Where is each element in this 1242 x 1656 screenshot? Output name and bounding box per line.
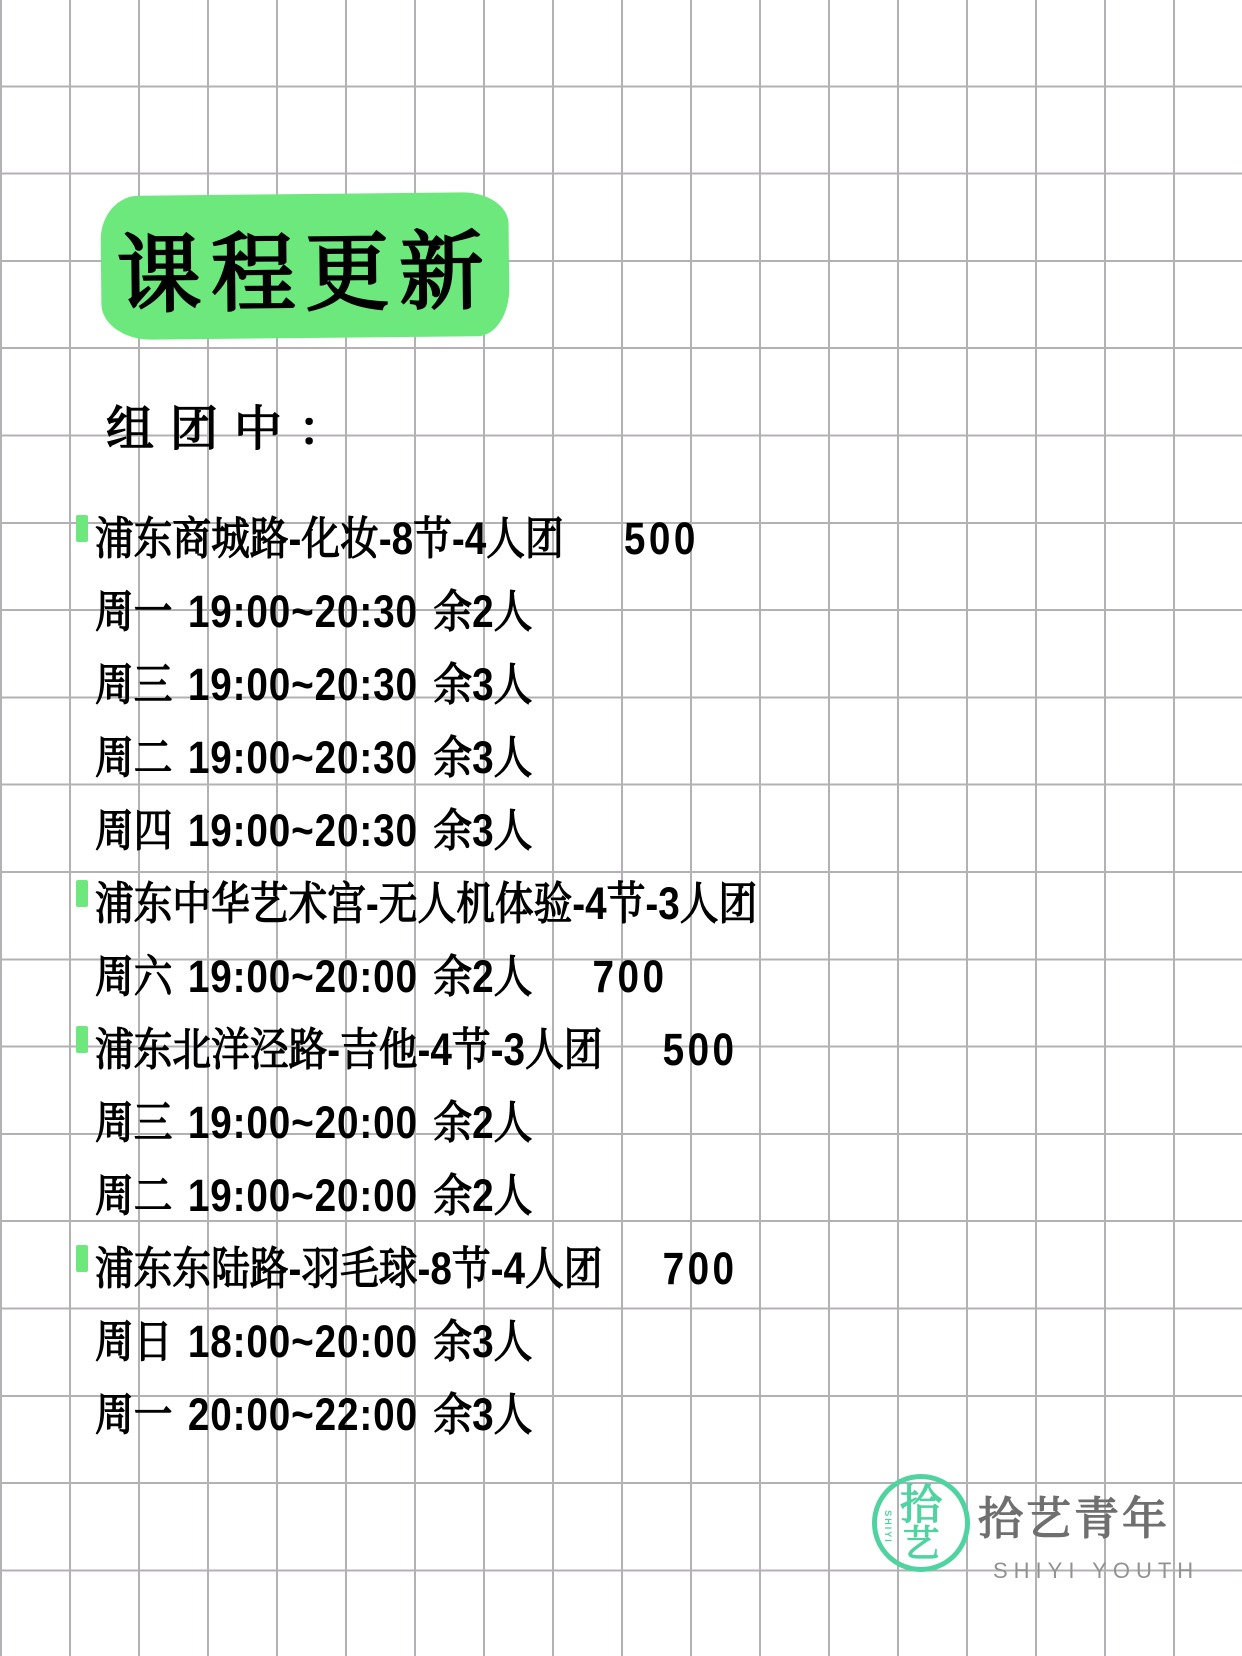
schedule-slots: 余2人: [433, 586, 533, 637]
schedule-day: 周二: [95, 732, 173, 783]
schedule-slots: 余2人: [433, 951, 533, 1002]
schedule-row: [95, 717, 1195, 790]
course-title: 浦东商城路-化妆-8节-4人团: [95, 513, 564, 564]
course-title: 浦东中华艺术宫-无人机体验-4节-3人团: [95, 878, 758, 929]
course-price: 700: [662, 1243, 738, 1294]
bullet-marker-icon: [76, 1026, 88, 1053]
course-title-row: [95, 1009, 1195, 1082]
schedule-slots: 余3人: [433, 732, 533, 783]
schedule-time: 19:00~20:30: [187, 586, 418, 637]
schedule-price: 700: [592, 951, 668, 1002]
subtitle-grouping: 组团中：: [106, 403, 363, 456]
course-block: [95, 498, 1195, 863]
schedule-row: [95, 1082, 1195, 1155]
schedule-slots: 余3人: [433, 1316, 533, 1367]
bullet-marker-icon: [76, 1245, 88, 1272]
schedule-day: 周四: [95, 805, 173, 856]
schedule-row: [95, 790, 1195, 863]
schedule-row: [95, 644, 1195, 717]
brand-name-cn: 拾艺青年: [978, 1493, 1171, 1544]
course-title: 浦东东陆路-羽毛球-8节-4人团: [95, 1243, 603, 1294]
course-title-row: [95, 863, 1195, 936]
brand-wordmark: [978, 1482, 1199, 1584]
course-price: 500: [623, 513, 699, 564]
schedule-day: 周六: [95, 951, 173, 1002]
course-block: [95, 863, 1195, 1009]
course-block: [95, 1228, 1195, 1447]
schedule-day: 周一: [95, 586, 173, 637]
schedule-time: 19:00~20:00: [187, 1097, 418, 1148]
schedule-day: 周一: [95, 1389, 173, 1440]
schedule-slots: 余2人: [433, 1097, 533, 1148]
schedule-slots: 余2人: [433, 1170, 533, 1221]
schedule-time: 19:00~20:30: [187, 659, 418, 710]
schedule-time: 19:00~20:30: [187, 805, 418, 856]
schedule-slots: 余3人: [433, 659, 533, 710]
schedule-day: 周三: [95, 1097, 173, 1148]
seal-char-bottom: 艺: [902, 1523, 940, 1564]
schedule-row: [95, 571, 1195, 644]
course-list: [95, 498, 1195, 1447]
schedule-row: [95, 1374, 1195, 1447]
bullet-marker-icon: [76, 515, 88, 542]
brand-seal-icon: [872, 1474, 970, 1572]
schedule-row: [95, 936, 1195, 1009]
schedule-time: 20:00~22:00: [187, 1389, 418, 1440]
schedule-row: [95, 1301, 1195, 1374]
course-title-row: [95, 498, 1195, 571]
page-title: 课程更新: [116, 224, 494, 324]
seal-char-top: 拾: [899, 1481, 942, 1528]
schedule-time: 19:00~20:00: [187, 1170, 418, 1221]
schedule-day: 周三: [95, 659, 173, 710]
schedule-time: 18:00~20:00: [187, 1316, 418, 1367]
course-title-row: [95, 1228, 1195, 1301]
schedule-time: 19:00~20:30: [187, 732, 418, 783]
schedule-row: [95, 1155, 1195, 1228]
schedule-day: 周二: [95, 1170, 173, 1221]
course-title: 浦东北洋泾路-吉他-4节-3人团: [95, 1024, 603, 1075]
brand-name-en: SHIYI YOUTH: [993, 1558, 1200, 1583]
course-price: 500: [662, 1024, 738, 1075]
course-block: [95, 1009, 1195, 1228]
schedule-slots: 余3人: [433, 1389, 533, 1440]
title-highlight-badge: [100, 192, 509, 340]
bullet-marker-icon: [76, 880, 88, 907]
schedule-slots: 余3人: [433, 805, 533, 856]
seal-side-text: SHIYI: [883, 1510, 893, 1544]
schedule-time: 19:00~20:00: [187, 951, 418, 1002]
schedule-day: 周日: [95, 1316, 173, 1367]
